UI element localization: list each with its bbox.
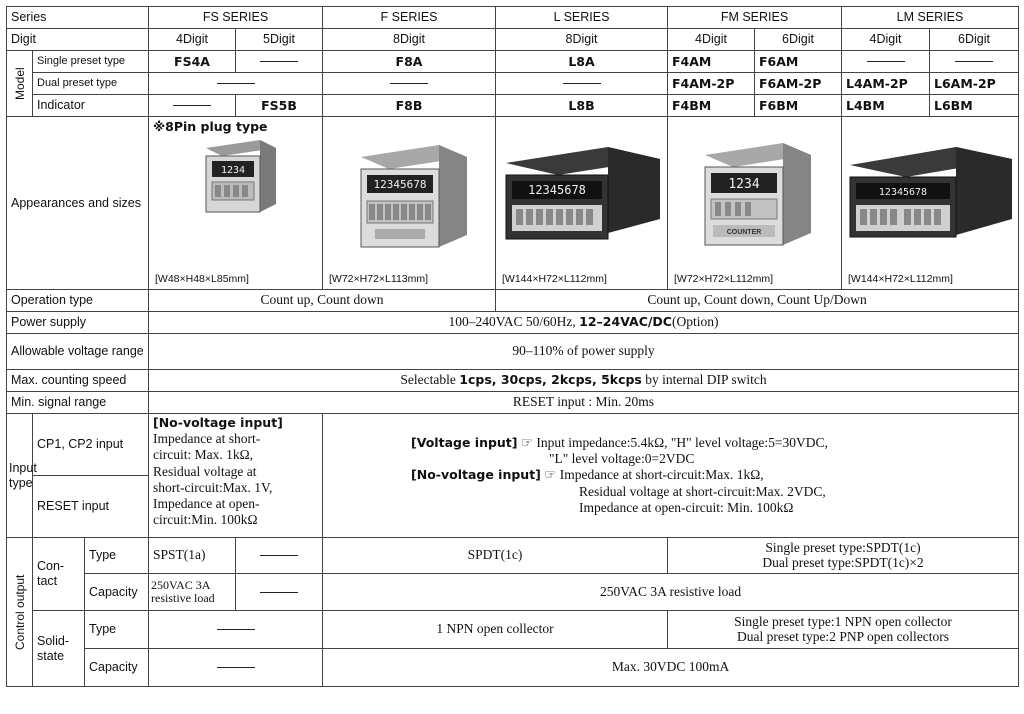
model-cell: FS4A bbox=[149, 51, 236, 73]
dash-cell bbox=[149, 95, 236, 117]
model-cell: L6AM-2P bbox=[930, 73, 1019, 95]
single-preset-label: Single preset type bbox=[33, 51, 149, 73]
solid-capacity-value: Max. 30VDC 100mA bbox=[323, 649, 1019, 687]
digit-cell: 4Digit bbox=[149, 29, 236, 51]
speed-value-a: Selectable bbox=[400, 372, 460, 388]
model-cell: L6BM bbox=[930, 95, 1019, 117]
allowable-label: Allowable voltage range bbox=[7, 334, 149, 370]
dash-cell bbox=[149, 611, 323, 649]
series-label: Series bbox=[7, 7, 149, 29]
model-cell: F4BM bbox=[668, 95, 755, 117]
fm-dims: [W72×H72×L112mm] bbox=[674, 273, 774, 286]
fm-display-text: 1234 bbox=[727, 177, 760, 192]
digit-cell: 8Digit bbox=[496, 29, 668, 51]
model-cell: F6BM bbox=[755, 95, 842, 117]
digit-cell: 8Digit bbox=[323, 29, 496, 51]
series-fm: FM SERIES bbox=[668, 7, 842, 29]
series-l: L SERIES bbox=[496, 7, 668, 29]
operation-rest: Count up, Count down, Count Up/Down bbox=[496, 290, 1019, 312]
solid-capacity-row bbox=[7, 649, 1019, 687]
fs-dims: [W48×H48×L85mm] bbox=[155, 273, 249, 286]
fs-novolt-title: [No-voltage input] bbox=[153, 415, 283, 430]
signal-row bbox=[7, 392, 1019, 414]
dash-cell bbox=[149, 649, 323, 687]
appearance-lm bbox=[842, 117, 1019, 290]
solid-type-label: Type bbox=[85, 611, 149, 649]
appearance-f bbox=[323, 117, 496, 290]
series-f: F SERIES bbox=[323, 7, 496, 29]
power-row bbox=[7, 312, 1019, 334]
digit-row bbox=[7, 29, 1019, 51]
digit-label: Digit bbox=[7, 29, 149, 51]
fs-input-line: Impedance at open- bbox=[153, 495, 260, 511]
novolt-input-title: [No-voltage input] bbox=[411, 467, 541, 483]
operation-label: Operation type bbox=[7, 290, 149, 312]
model-cell: L4AM-2P bbox=[842, 73, 930, 95]
fs-input-spec bbox=[149, 414, 323, 538]
fs-input-line: Impedance at short- bbox=[153, 431, 261, 447]
dash-cell bbox=[496, 73, 668, 95]
model-cell: L4BM bbox=[842, 95, 930, 117]
appearance-l bbox=[496, 117, 668, 290]
contact-label: Con- tact bbox=[33, 538, 85, 611]
contact-capacity-label: Capacity bbox=[85, 574, 149, 611]
allowable-row bbox=[7, 334, 1019, 370]
solid-type-m1: Single preset type:1 NPN open collector bbox=[734, 614, 952, 630]
contact-capacity-rest: 250VAC 3A resistive load bbox=[323, 574, 1019, 611]
allowable-value: 90–110% of power supply bbox=[149, 334, 1019, 370]
contact-capacity-fs4: 250VAC 3A resistive load bbox=[149, 574, 236, 611]
control-output-label: Control output bbox=[7, 538, 33, 687]
power-value bbox=[149, 312, 1019, 334]
contact-type-m2: Dual preset type:SPDT(1c)×2 bbox=[762, 554, 924, 570]
solid-type-m2: Dual preset type:2 PNP open collectors bbox=[736, 628, 950, 644]
f-counter-image bbox=[339, 131, 479, 256]
voltage-input-line1: ☞ Input impedance:5.4kΩ, "H" level voltage:5=30VDC, bbox=[517, 435, 828, 451]
digit-cell: 4Digit bbox=[668, 29, 755, 51]
dash-cell bbox=[149, 73, 323, 95]
dash bbox=[260, 555, 298, 556]
dash bbox=[173, 105, 211, 106]
fs-input-line: circuit:Min. 100kΩ bbox=[153, 512, 258, 528]
dash-cell bbox=[236, 574, 323, 611]
signal-label: Min. signal range bbox=[7, 392, 149, 414]
model-cell: FS5B bbox=[236, 95, 323, 117]
solid-capacity-label: Capacity bbox=[85, 649, 149, 687]
model-indicator-row bbox=[7, 95, 1019, 117]
dash-cell bbox=[842, 51, 930, 73]
indicator-label: Indicator bbox=[33, 95, 149, 117]
dash bbox=[217, 667, 255, 668]
series-fs: FS SERIES bbox=[149, 7, 323, 29]
cp-input-label: CP1, CP2 input bbox=[33, 414, 149, 476]
lm-counter-image bbox=[846, 127, 1016, 252]
appearance-label: Appearances and sizes bbox=[7, 117, 149, 290]
dash bbox=[260, 61, 298, 62]
fs-input-line: short-circuit:Max. 1V, bbox=[153, 479, 273, 495]
model-label: Model bbox=[7, 51, 33, 117]
specification-table bbox=[6, 6, 1019, 687]
fs-input-line: Residual voltage at bbox=[153, 463, 257, 479]
model-cell: F4AM bbox=[668, 51, 755, 73]
operation-row bbox=[7, 290, 1019, 312]
speed-value-c: by internal DIP switch bbox=[641, 372, 767, 388]
contact-type-row bbox=[7, 538, 1019, 574]
dash-cell bbox=[236, 51, 323, 73]
dash bbox=[390, 83, 428, 84]
speed-row bbox=[7, 370, 1019, 392]
solid-state-label: Solid- state bbox=[33, 611, 85, 687]
model-cell: F6AM-2P bbox=[755, 73, 842, 95]
model-cell: F4AM-2P bbox=[668, 73, 755, 95]
series-lm: LM SERIES bbox=[842, 7, 1019, 29]
lm-display-text: 12345678 bbox=[878, 187, 928, 198]
contact-type-fs4: SPST(1a) bbox=[149, 538, 236, 574]
model-cell: L8B bbox=[496, 95, 668, 117]
dash bbox=[260, 592, 298, 593]
appearance-fs bbox=[149, 117, 323, 290]
voltage-input-title: [Voltage input] bbox=[411, 435, 518, 451]
fs-input-line: circuit: Max. 1kΩ, bbox=[153, 447, 254, 463]
dash-cell bbox=[236, 538, 323, 574]
dash-cell bbox=[930, 51, 1019, 73]
novolt-input-line1: ☞ Impedance at short-circuit:Max. 1kΩ, bbox=[540, 467, 764, 483]
model-dual-row bbox=[7, 73, 1019, 95]
l-dims: [W144×H72×L112mm] bbox=[502, 273, 607, 286]
dual-preset-label: Dual preset type bbox=[33, 73, 149, 95]
plug-note: ※8Pin plug type bbox=[153, 119, 268, 134]
counter-label: COUNTER bbox=[726, 229, 761, 236]
appearance-row bbox=[7, 117, 1019, 290]
speed-value bbox=[149, 370, 1019, 392]
reset-input-label: RESET input bbox=[33, 476, 149, 538]
dash bbox=[217, 83, 255, 84]
solid-type-fl: 1 NPN open collector bbox=[323, 611, 668, 649]
speed-label: Max. counting speed bbox=[7, 370, 149, 392]
model-cell: F8A bbox=[323, 51, 496, 73]
f-dims: [W72×H72×L113mm] bbox=[329, 273, 429, 286]
f-display-text: 12345678 bbox=[373, 178, 427, 191]
l-counter-image bbox=[500, 131, 665, 256]
signal-value: RESET input : Min. 20ms bbox=[149, 392, 1019, 414]
dash bbox=[217, 629, 255, 630]
digit-cell: 6Digit bbox=[755, 29, 842, 51]
digit-cell: 6Digit bbox=[930, 29, 1019, 51]
contact-capacity-row bbox=[7, 574, 1019, 611]
fm-counter-image bbox=[685, 131, 825, 256]
novolt-input-line3: Impedance at open-circuit: Min. 100kΩ bbox=[579, 499, 794, 515]
power-label: Power supply bbox=[7, 312, 149, 334]
series-row bbox=[7, 7, 1019, 29]
contact-type-m bbox=[668, 538, 1019, 574]
fs-counter-image bbox=[186, 134, 286, 224]
contact-type-m1: Single preset type:SPDT(1c) bbox=[765, 540, 921, 556]
model-cell: F6AM bbox=[755, 51, 842, 73]
input-type-label: Input type bbox=[7, 414, 33, 538]
input-cp-row bbox=[7, 414, 1019, 476]
model-cell: F8B bbox=[323, 95, 496, 117]
contact-type-label: Type bbox=[85, 538, 149, 574]
solid-type-m bbox=[668, 611, 1019, 649]
speed-value-b: 1cps, 30cps, 2kcps, 5kcps bbox=[459, 372, 642, 388]
other-input-spec bbox=[323, 414, 1019, 538]
novolt-input-line2: Residual voltage at short-circuit:Max. 2VDC, bbox=[579, 483, 826, 499]
dash bbox=[955, 61, 993, 62]
solid-type-row bbox=[7, 611, 1019, 649]
dash bbox=[563, 83, 601, 84]
l-display-text: 12345678 bbox=[528, 183, 586, 197]
power-value-b: 12–24VAC/DC bbox=[579, 314, 672, 330]
digit-cell: 4Digit bbox=[842, 29, 930, 51]
operation-fs-f: Count up, Count down bbox=[149, 290, 496, 312]
dash-cell bbox=[323, 73, 496, 95]
fs-display-text: 1234 bbox=[220, 165, 245, 176]
appearance-fm bbox=[668, 117, 842, 290]
power-value-c: (Option) bbox=[672, 314, 719, 330]
power-value-a: 100–240VAC 50/60Hz, bbox=[448, 314, 580, 330]
dash bbox=[867, 61, 905, 62]
voltage-input-line2: "L" level voltage:0=2VDC bbox=[549, 451, 695, 467]
model-cell: L8A bbox=[496, 51, 668, 73]
digit-cell: 5Digit bbox=[236, 29, 323, 51]
contact-type-fl: SPDT(1c) bbox=[323, 538, 668, 574]
lm-dims: [W144×H72×L112mm] bbox=[848, 273, 953, 286]
model-single-row bbox=[7, 51, 1019, 73]
